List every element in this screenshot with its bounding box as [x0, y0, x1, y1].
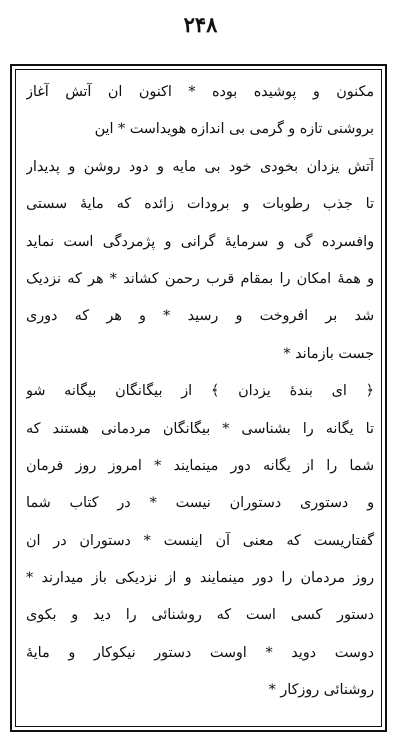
text-body [26, 74, 374, 710]
text-line: تا جذب رطوبات و برودات زائده که مایهٔ سستی [26, 196, 374, 213]
text-line: و دستوری دستوران نیست * در کتاب شما [26, 495, 374, 512]
text-line: شد بر افروخت و رسید * و هر که دوری [26, 308, 374, 325]
text-line: مکنون و پوشیده بوده * اکنون ان آتش آغاز [26, 84, 374, 100]
text-line: جست بازماند * [283, 345, 374, 362]
text-line: دوست دوید * اوست دستور نیکوکار و مایهٔ [26, 644, 374, 661]
text-frame [10, 64, 387, 732]
text-line: ﴿ ای بندهٔ یزدان ﴾ از بیگانگان بیگانه شو [26, 383, 374, 400]
text-line: دستور کسی است که روشنائی را دید و بکوی [26, 607, 374, 624]
text-line: تا یگانه را بشناسی * بیگانگان مردمانی هستند که [26, 420, 374, 437]
text-line: وافسرده گی و سرمایهٔ گرانی و پژمردگی است نماید [26, 233, 374, 250]
text-line: بروشنی تازه و گرمی بی اندازه هویداست * این [94, 121, 374, 138]
page-number: ۲۴۸ [183, 12, 218, 37]
text-line: روز مردمان را دور مینمایند و از نزدیکی باز میدارند * [26, 570, 374, 587]
text-line: گفتاریست که معنی آن اینست * دستوران در ان [26, 532, 374, 549]
text-line: آتش یزدان بخودی خود بی مایه و دود روشن و پدیدار [26, 158, 374, 175]
text-line: و همهٔ امکان را بمقام قرب رحمن کشاند * هر که نزدیک [26, 270, 374, 287]
text-line: شما را از یگانه دور مینمایند * امروز روز فرمان [26, 457, 374, 474]
text-line: روشنائی روزکار * [268, 682, 374, 699]
